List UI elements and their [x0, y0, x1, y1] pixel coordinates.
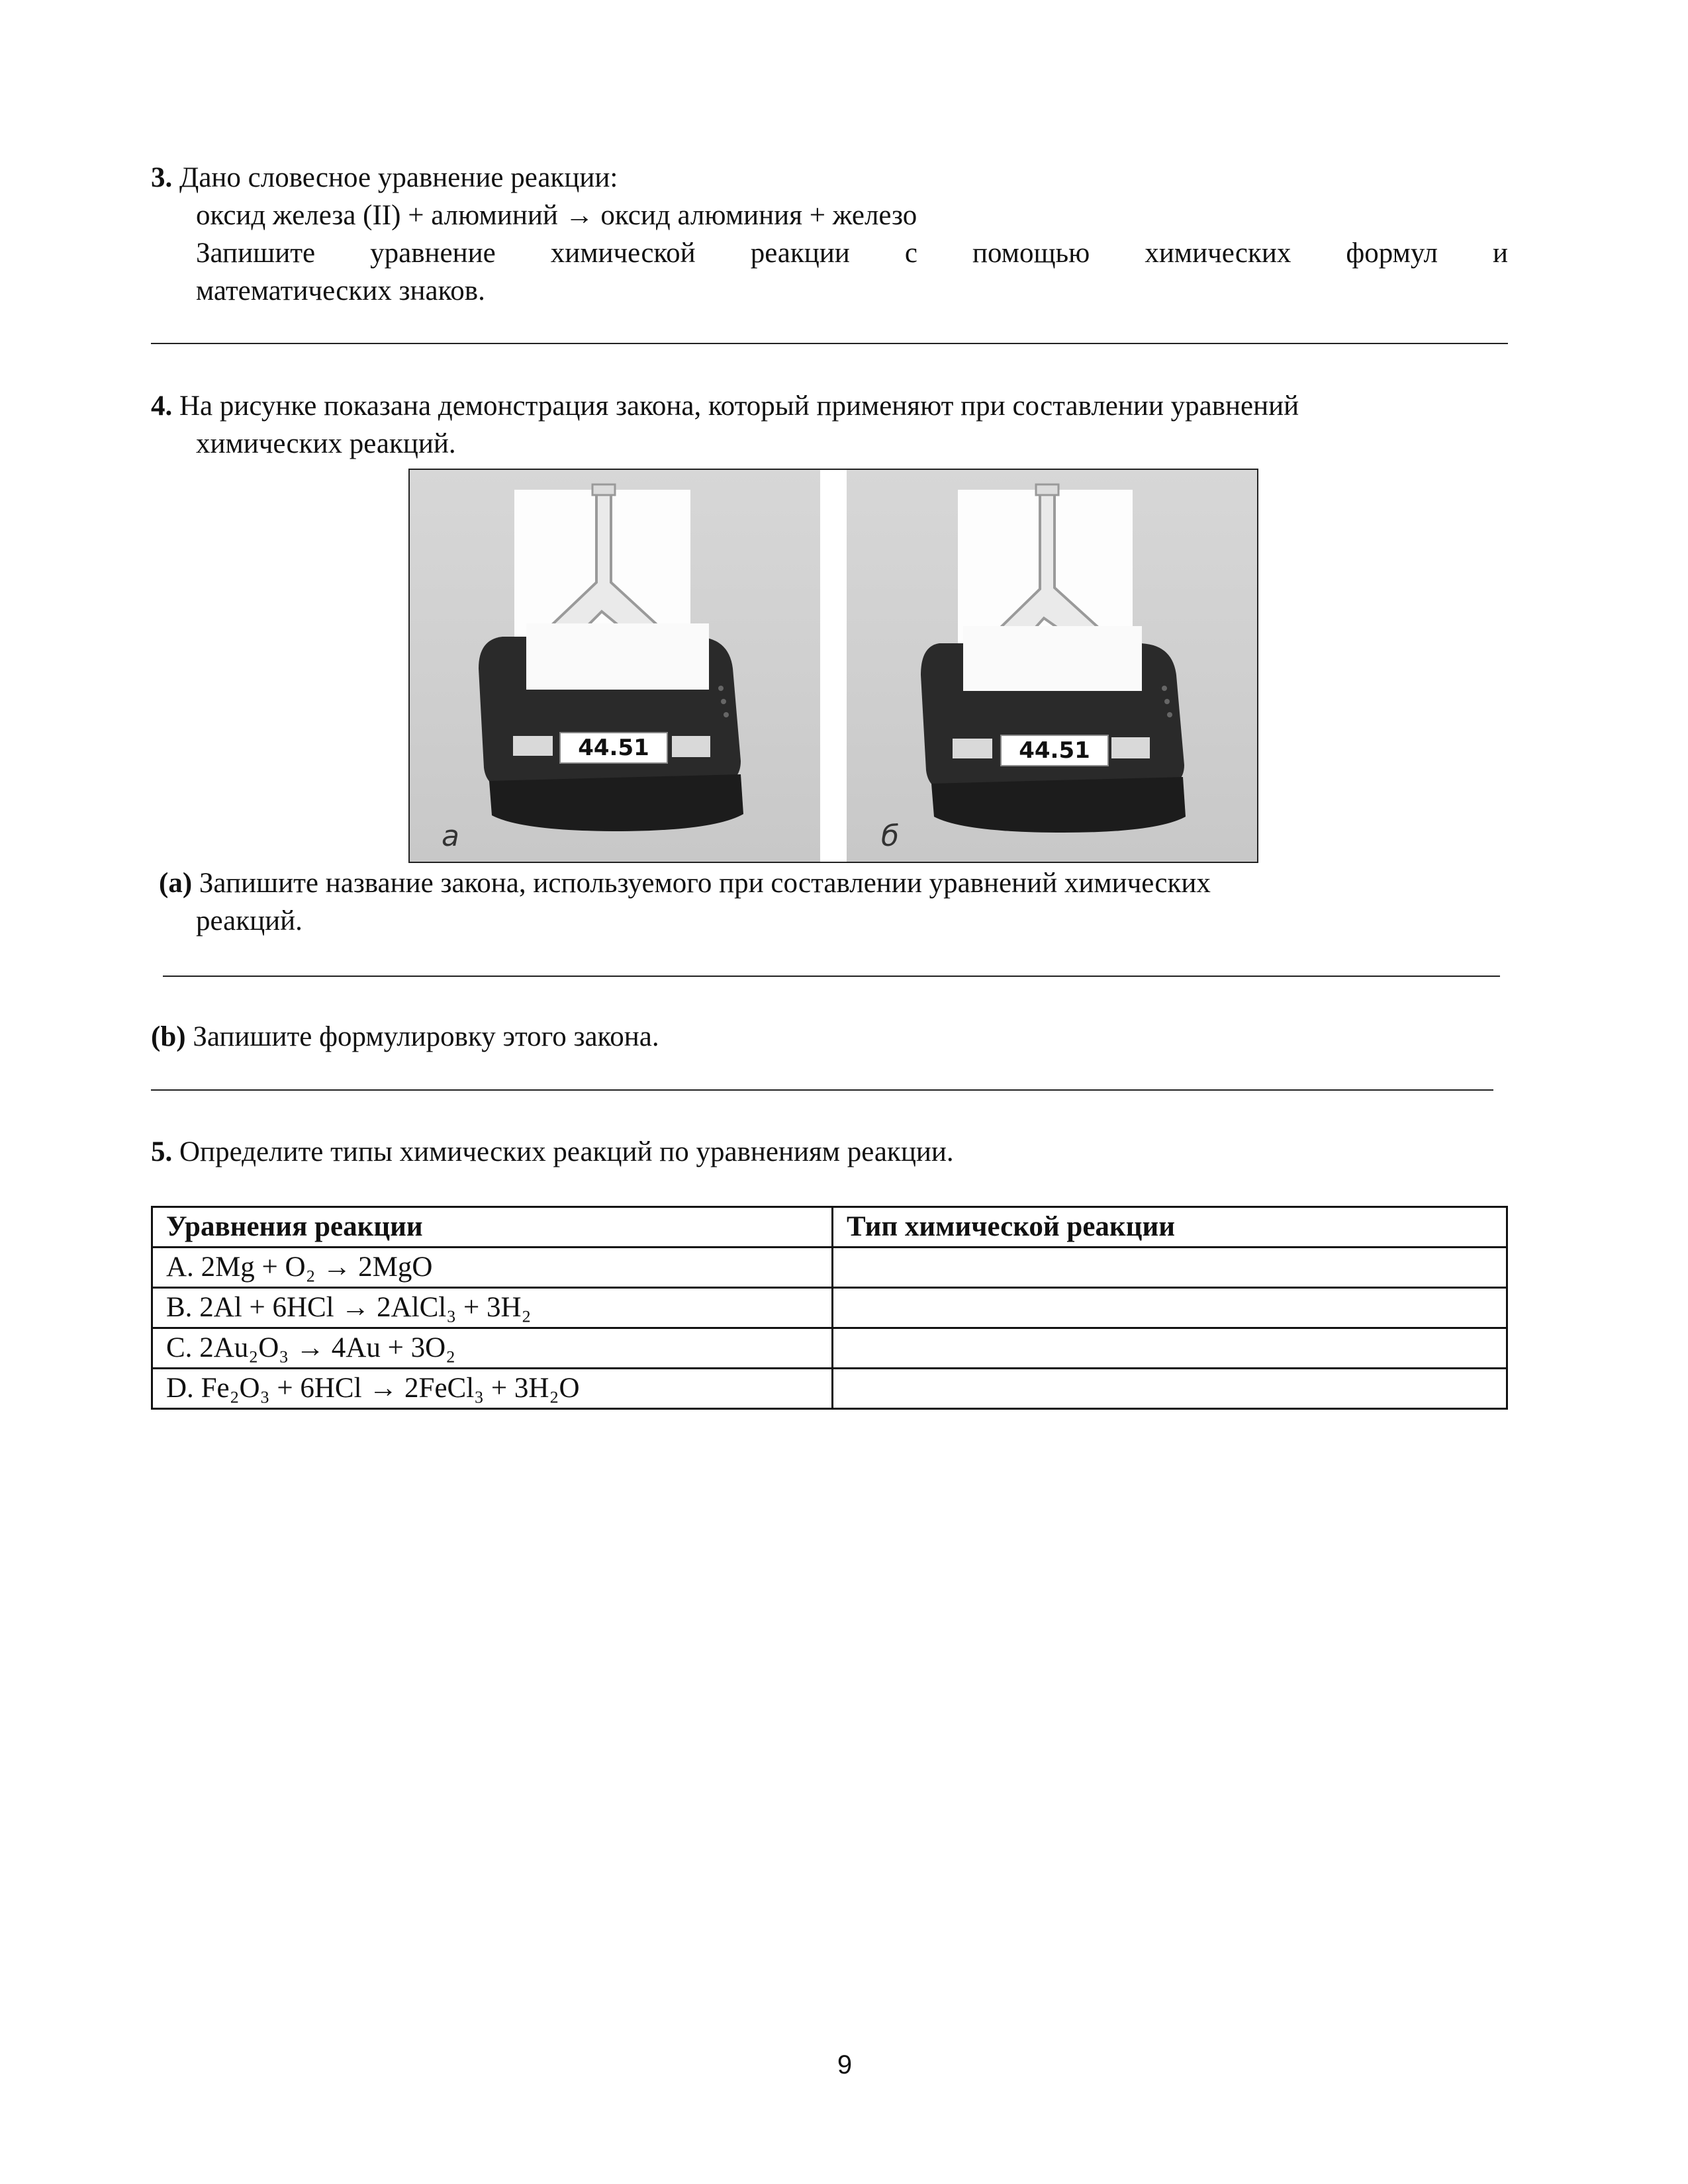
row-letter: C. [166, 1332, 193, 1363]
q4a-text: Запишите название закона, используемого при составлении уравнений химических [199, 868, 1211, 899]
q3-intro-text: Дано словесное уравнение реакции: [179, 162, 618, 193]
table-row [152, 1369, 1507, 1409]
balance-display-a: 44.51 [559, 732, 668, 764]
q3-word-equation: оксид железа (II) + алюминий → оксид алюминия + железо [196, 200, 917, 231]
table-row [152, 1248, 1507, 1288]
table-header-row [152, 1207, 1507, 1248]
balance-demonstration-photo [408, 469, 1258, 863]
reaction-type-answer-cell[interactable] [833, 1328, 1507, 1369]
row-letter: D. [166, 1373, 194, 1404]
reaction-type-answer-cell[interactable] [833, 1248, 1507, 1288]
q5-number: 5. [151, 1136, 173, 1167]
q4-text: На рисунке показана демонстрация закона, который применяют при составлении уравнений [179, 390, 1299, 422]
equation-cell [152, 1369, 833, 1409]
q5-text-content: Определите типы химических реакций по уравнениям реакции. [179, 1136, 954, 1167]
q4b-marker: (b) [151, 1021, 186, 1052]
q4a-text-line1 [159, 864, 1211, 903]
q4a-text-line2: реакций. [196, 905, 303, 936]
q4-text-line2: химических реакций. [196, 428, 456, 459]
q4-number: 4. [151, 390, 173, 422]
equation-text: 2Au₂O₃ → 4Au + 3O₂ [199, 1332, 456, 1363]
balance-illustration-a [410, 470, 820, 862]
equation-text: 2Mg + O₂ → 2MgO [201, 1251, 433, 1283]
table-row [152, 1288, 1507, 1328]
reaction-type-answer-cell[interactable] [833, 1288, 1507, 1328]
equation-cell [152, 1328, 833, 1369]
q3-instruction-line2: математических знаков. [196, 275, 485, 306]
q3-intro [151, 159, 618, 197]
equation-text: Fe₂O₃ + 6HCl → 2FeCl₃ + 3H₂O [201, 1373, 580, 1404]
q3-instruction-line1: Запишите уравнение химической реакции с помощью химических формул и [196, 238, 1508, 269]
panel-label-b: б [881, 819, 900, 853]
q4b-answer-line[interactable] [151, 1089, 1493, 1091]
photo-panel-b [847, 470, 1257, 862]
reaction-types-table [151, 1206, 1508, 1410]
panel-divider [820, 470, 847, 862]
q3-number: 3. [151, 162, 173, 193]
q3-answer-line[interactable] [151, 343, 1508, 344]
q4-text-line1 [151, 387, 1299, 426]
row-letter: A. [166, 1251, 194, 1283]
reaction-type-answer-cell[interactable] [833, 1369, 1507, 1409]
row-letter: B. [166, 1292, 193, 1323]
table-row [152, 1328, 1507, 1369]
header-equations: Уравнения реакции [152, 1207, 833, 1248]
q4a-marker: (a) [159, 868, 193, 899]
q5-text [151, 1133, 954, 1171]
equation-cell [152, 1288, 833, 1328]
balance-illustration-b [847, 470, 1257, 862]
page-number: 9 [837, 2050, 853, 2079]
q4b-text [151, 1018, 659, 1056]
equation-text: 2Al + 6HCl → 2AlCl₃ + 3H₂ [199, 1292, 532, 1323]
photo-panel-a [410, 470, 820, 862]
balance-display-b: 44.51 [1000, 735, 1109, 766]
equation-cell [152, 1248, 833, 1288]
q4b-text-content: Запишите формулировку этого закона. [193, 1021, 659, 1052]
header-reaction-type: Тип химической реакции [833, 1207, 1507, 1248]
panel-label-a: а [442, 819, 459, 853]
q4a-answer-line[interactable] [163, 976, 1500, 977]
